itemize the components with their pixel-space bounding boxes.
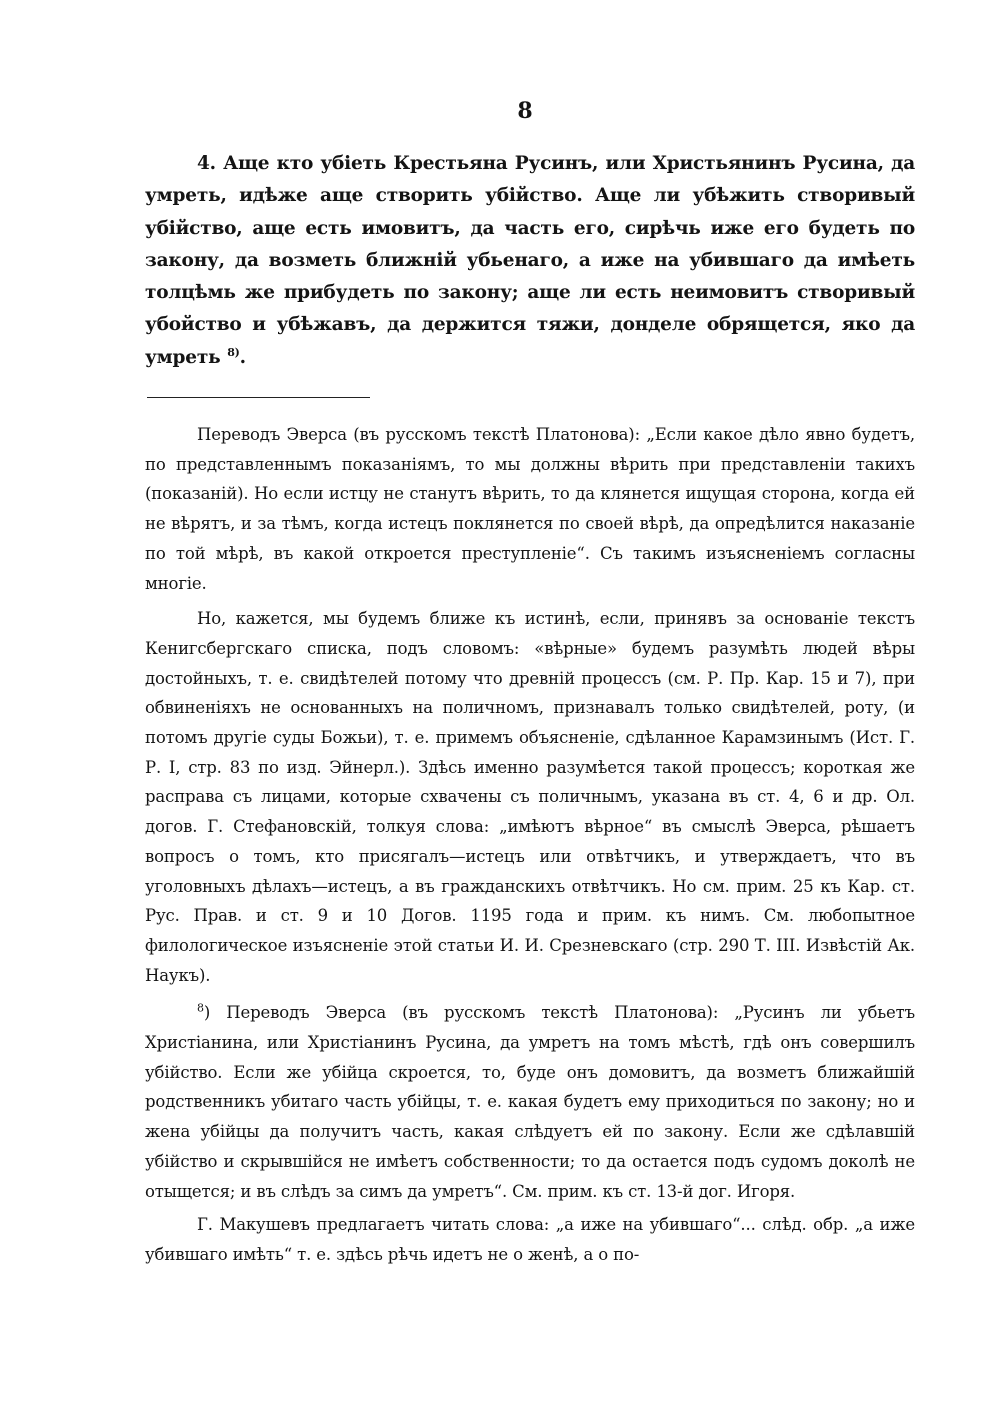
footnote-separator-rule	[147, 397, 370, 398]
article-body: 4. Аще кто убіеть Крестьяна Русинъ, или Христьянинъ Русина, да умреть, идѣже аще створить убійство. Аще ли убѣжить створивый убійство, аще есть имовитъ, да часть его, сирѣчь иже его будеть по закону, да возметь ближній убьенаго, а иже на убившаго да имѣеть толцѣмь же прибудеть по закону; аще ли есть неимовитъ створивый убойство и убѣжавъ, да держится тяжи, донделе обрящется, яко да умреть	[145, 153, 915, 368]
article-4-text	[145, 148, 915, 374]
footnotes-section	[145, 420, 915, 1270]
footnote-evers-translation: Переводъ Эверса (въ русскомъ текстѣ Платонова): „Если какое дѣло явно будетъ, по представленнымъ показаніямъ, то мы должны вѣрить при представленіи такихъ (показаній). Но если истцу не станутъ вѣрить, то да клянется ищущая сторона, когда ей не вѣрятъ, и за тѣмъ, когда истецъ поклянется по своей вѣрѣ, да опредѣлится наказаніе по той мѣрѣ, въ какой откроется преступленіе“. Съ такимъ изъясненіемъ согласны многіе.	[145, 425, 915, 593]
footnote-marker: 8	[197, 1001, 204, 1015]
footnote-8	[145, 998, 915, 1206]
article-end-period: .	[239, 346, 246, 368]
page-number: 8	[517, 98, 533, 124]
footnote-makushev: Г. Макушевъ предлагаетъ читать слова: „а иже на убившаго“... слѣд. обр. „а иже убившаго имѣть“ т. е. здѣсь рѣчь идетъ не о женѣ, а о по-	[145, 1215, 915, 1264]
footnote-commentary: Но, кажется, мы будемъ ближе къ истинѣ, если, принявъ за основаніе текстъ Кенигсбергскаго списка, подъ словомъ: «вѣрные» будемъ разумѣть людей вѣры достойныхъ, т. е. свидѣтелей потому что древній процессъ (см. Р. Пр. Кар. 15 и 7), при обвиненіяхъ не основанныхъ на поличномъ, признавалъ только свидѣтелей, роту, (и потомъ другіе суды Божьи), т. е. примемъ объясненіе, сдѣланное Карамзинымъ (Ист. Г. Р. I, стр. 83 по изд. Эйнерл.). Здѣсь именно разумѣется такой процессъ; короткая же расправа съ лицами, которые схвачены съ поличнымъ, указана въ ст. 4, 6 и др. Ол. догов. Г. Стефановскій, толкуя слова: „имѣютъ вѣрное“ въ смыслѣ Эверса, рѣшаетъ вопросъ о томъ, кто присягалъ—истецъ или отвѣтчикъ, и утверждаетъ, что въ уголовныхъ дѣлахъ—истецъ, а въ гражданскихъ отвѣтчикъ. Но см. прим. 25 къ Кар. ст. Рус. Прав. и ст. 9 и 10 Догов. 1195 года и прим. къ нимъ. См. любопытное филологическое изъясненіе этой статьи И. И. Срезневскаго (стр. 290 Т. III. Извѣстій Ак. Наукъ).	[145, 609, 915, 985]
footnote-8-text: ) Переводъ Эверса (въ русскомъ текстѣ Платонова): „Русинъ ли убьетъ Христіанина, или Христіанинъ Русина, да умретъ на томъ мѣстѣ, гдѣ онъ совершилъ убійство. Если же убійца скроется, то, буде онъ домовитъ, да возметъ ближайшій родственникъ убитаго часть убійцы, т. е. какая будетъ ему приходиться по закону; но и жена убійцы да получитъ часть, какая слѣдуетъ ей по закону. Если же сдѣлавшій убійство и скрывшійся не имѣетъ собственности; то да остается подъ судомъ доколѣ не отыщется; и въ слѣдъ за симъ да умретъ“. См. прим. къ ст. 13-й дог. Игоря.	[145, 1003, 915, 1201]
footnote-reference: 8)	[227, 345, 240, 359]
